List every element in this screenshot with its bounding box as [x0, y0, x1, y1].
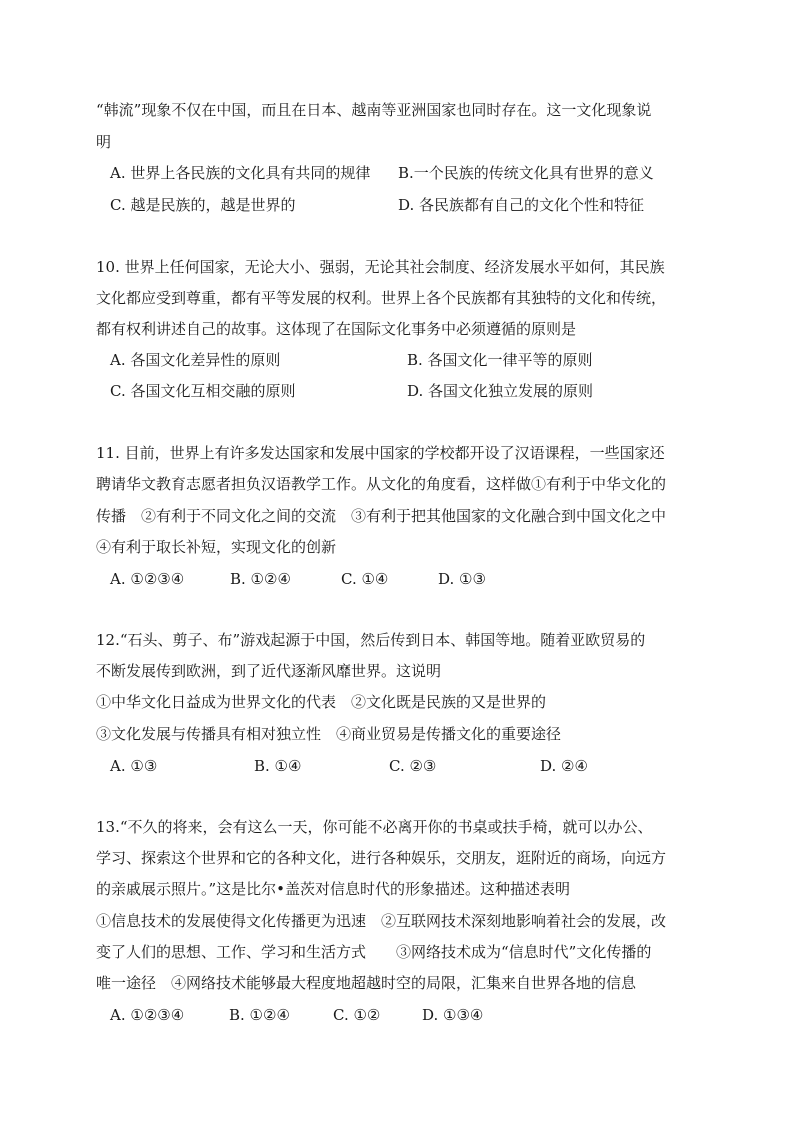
q9-stem-line-2: 明 — [96, 133, 112, 151]
q10-stem-line-3: 都有权利讲述自己的故事。这体现了在国际文化事务中必须遵循的原则是 — [96, 320, 577, 338]
q11-stem-line-4: ④有利于取长补短，实现文化的创新 — [96, 538, 337, 556]
q9-option-c: C. 越是民族的，越是世界的 — [110, 196, 296, 214]
q13-stem-line-4: ①信息技术的发展使得文化传播更为迅速 ②互联网技术深刻地影响着社会的发展，改 — [96, 912, 667, 930]
q11-stem-line-1: 11. 目前，世界上有许多发达国家和发展中国家的学校都开设了汉语课程，一些国家还 — [96, 444, 665, 462]
q13-option-b: B. ①②④ — [229, 1006, 290, 1024]
q11-option-d: D. ①③ — [438, 570, 486, 588]
q10-stem-line-1: 10. 世界上任何国家，无论大小、强弱，无论其社会制度、经济发展水平如何，其民族 — [96, 258, 665, 276]
q12-stem-line-2: 不断发展传到欧洲，到了近代逐渐风靡世界。这说明 — [96, 662, 442, 680]
q13-option-c: C. ①② — [333, 1006, 381, 1024]
q13-stem-line-6: 唯一途径 ④网络技术能够最大程度地超越时空的局限，汇集来自世界各地的信息 — [96, 974, 637, 992]
q9-option-b: B.一个民族的传统文化具有世界的意义 — [398, 164, 654, 182]
q12-option-a: A. ①③ — [110, 757, 158, 775]
q12-stem-line-3: ①中华文化日益成为世界文化的代表 ②文化既是民族的又是世界的 — [96, 693, 547, 711]
q11-stem-line-3: 传播 ②有利于不同文化之间的交流 ③有利于把其他国家的文化融合到中国文化之中 — [96, 507, 667, 525]
q9-option-d: D. 各民族都有自己的文化个性和特征 — [398, 196, 645, 214]
q10-option-c: C. 各国文化互相交融的原则 — [110, 382, 296, 400]
q11-option-a: A. ①②③④ — [110, 570, 185, 588]
q13-stem-line-2: 学习、探索这个世界和它的各种文化，进行各种娱乐，交朋友，逛附近的商场，向远方 — [96, 849, 667, 867]
q13-stem-line-1: 13.“不久的将来，会有这么一天，你可能不必离开你的书桌或扶手椅，就可以办公、 — [96, 818, 653, 836]
q12-option-b: B. ①④ — [254, 757, 302, 775]
q9-stem-line-1: “韩流”现象不仅在中国，而且在日本、越南等亚洲国家也同时存在。这一文化现象说 — [96, 101, 652, 119]
q11-stem-line-2: 聘请华文教育志愿者担负汉语教学工作。从文化的角度看，这样做①有利于中华文化的 — [96, 475, 667, 493]
q13-stem-line-3: 的亲戚展示照片。”这是比尔•盖茨对信息时代的形象描述。这种描述表明 — [96, 880, 571, 898]
q12-option-d: D. ②④ — [540, 757, 588, 775]
q13-option-a: A. ①②③④ — [110, 1006, 185, 1024]
q10-option-a: A. 各国文化差异性的原则 — [110, 351, 281, 369]
q12-stem-line-4: ③文化发展与传播具有相对独立性 ④商业贸易是传播文化的重要途径 — [96, 725, 562, 743]
q11-option-b: B. ①②④ — [230, 570, 291, 588]
q10-option-b: B. 各国文化一律平等的原则 — [407, 351, 593, 369]
q10-option-d: D. 各国文化独立发展的原则 — [407, 382, 594, 400]
q13-stem-line-5: 变了人们的思想、工作、学习和生活方式 ③网络技术成为“信息时代”文化传播的 — [96, 943, 652, 961]
q9-option-a: A. 世界上各民族的文化具有共同的规律 — [110, 164, 371, 182]
q13-option-d: D. ①③④ — [422, 1006, 484, 1024]
q10-stem-line-2: 文化都应受到尊重，都有平等发展的权利。世界上各个民族都有其独特的文化和传统， — [96, 289, 667, 307]
q12-stem-line-1: 12.“石头、剪子、布”游戏起源于中国，然后传到日本、韩国等地。随着亚欧贸易的 — [96, 631, 646, 649]
q12-option-c: C. ②③ — [389, 757, 437, 775]
q11-option-c: C. ①④ — [341, 570, 389, 588]
